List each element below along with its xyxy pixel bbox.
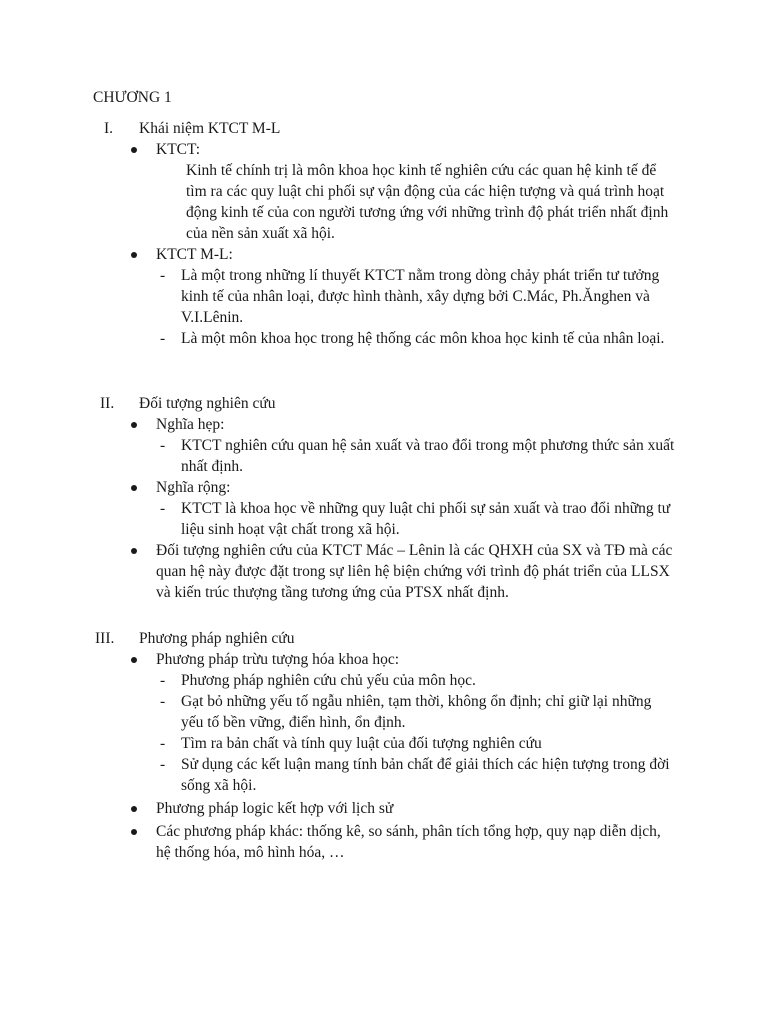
bullet-label: KTCT: [156, 141, 201, 158]
section-2 [0, 393, 768, 603]
section-heading [0, 393, 768, 414]
bullet-label: Phương pháp trừu tượng hóa khoa học: [156, 651, 400, 668]
bullet-icon [131, 806, 137, 812]
dash-icon: - [160, 735, 166, 752]
paragraph-text: Kinh tế chính trị là môn khoa học kinh tế nghiên cứu các quan hệ kinh tế để tìm ra các quy luật chi phối sự vận động của các hiện tượng và quá trình hoạt động kinh tế của con người tương ứng với những trình độ phát triển nhất định của nền sản xuất xã hội. [186, 162, 669, 242]
dash-text: Là một trong những lí thuyết KTCT nằm trong dòng chảy phát triển tư tưởng kinh tế của nhân loại, được hình thành, xây dựng bởi C.Mác, Ph.Ănghen và V.I.Lênin. [181, 267, 660, 326]
bullet-item [0, 821, 768, 863]
bullet-icon [131, 548, 137, 554]
dash-icon: - [160, 500, 166, 517]
dash-item [0, 498, 768, 540]
bullet-item [0, 244, 768, 265]
dash-text: Phương pháp nghiên cứu chủ yếu của môn học. [181, 672, 476, 689]
section-heading [0, 628, 768, 649]
bullet-item [0, 540, 768, 603]
bullet-label: Các phương pháp khác: thống kê, so sánh, phân tích tổng hợp, quy nạp diễn dịch, hệ thống hóa, mô hình hóa, … [156, 823, 661, 861]
bullet-item [0, 798, 768, 819]
bullet-item [0, 649, 768, 670]
bullet-icon [131, 422, 137, 428]
bullet-label: Phương pháp logic kết hợp với lịch sử [156, 800, 394, 817]
section-title: Khái niệm KTCT M-L [139, 120, 281, 137]
section-heading [0, 118, 768, 139]
section-number: II. [100, 395, 115, 412]
dash-text: Là một môn khoa học trong hệ thống các môn khoa học kinh tế của nhân loại. [181, 330, 665, 347]
dash-icon: - [160, 756, 166, 773]
dash-icon: - [160, 330, 166, 347]
bullet-icon [131, 252, 137, 258]
dash-text: KTCT nghiên cứu quan hệ sản xuất và trao đổi trong một phương thức sản xuất nhất định. [181, 437, 675, 475]
bullet-icon [131, 485, 137, 491]
dash-item [0, 691, 768, 733]
bullet-item [0, 477, 768, 498]
section-title: Phương pháp nghiên cứu [139, 630, 295, 647]
definition-paragraph [0, 160, 768, 244]
dash-text: Gạt bỏ những yếu tố ngẫu nhiên, tạm thời, không ổn định; chỉ giữ lại những yếu tố bền vững, điển hình, ổn định. [181, 693, 652, 731]
bullet-icon [131, 657, 137, 663]
section-number: I. [104, 120, 114, 137]
bullet-item [0, 414, 768, 435]
dash-icon: - [160, 267, 166, 284]
bullet-icon [131, 829, 137, 835]
dash-text: KTCT là khoa học về những quy luật chi phối sự sản xuất và trao đổi những tư liệu sinh hoạt vật chất trong xã hội. [181, 500, 671, 538]
bullet-label: KTCT M-L: [156, 246, 233, 263]
section-1 [0, 118, 768, 349]
dash-text: Sử dụng các kết luận mang tính bản chất để giải thích các hiện tượng trong đời sống xã hội. [181, 756, 670, 794]
dash-text: Tìm ra bản chất và tính quy luật của đối tượng nghiên cứu [181, 735, 542, 752]
bullet-label: Đối tượng nghiên cứu của KTCT Mác – Lênin là các QHXH của SX và TĐ mà các quan hệ này được đặt trong sự liên hệ biện chứng với trình độ phát triển của LLSX và kiến trúc thượng tầng tương ứng của PTSX nhất định. [156, 542, 673, 601]
dash-item [0, 754, 768, 796]
dash-icon: - [160, 437, 166, 454]
section-title: Đối tượng nghiên cứu [139, 395, 276, 412]
bullet-label: Nghĩa rộng: [156, 479, 231, 496]
section-3 [0, 628, 768, 863]
dash-icon: - [160, 693, 166, 710]
dash-item [0, 328, 768, 349]
dash-item [0, 435, 768, 477]
chapter-title: CHƯƠNG 1 [93, 89, 172, 106]
bullet-item [0, 139, 768, 160]
dash-item [0, 733, 768, 754]
bullet-icon [131, 147, 137, 153]
dash-item [0, 265, 768, 328]
dash-icon: - [160, 672, 166, 689]
dash-item [0, 670, 768, 691]
section-number: III. [95, 630, 115, 647]
bullet-label: Nghĩa hẹp: [156, 416, 225, 433]
